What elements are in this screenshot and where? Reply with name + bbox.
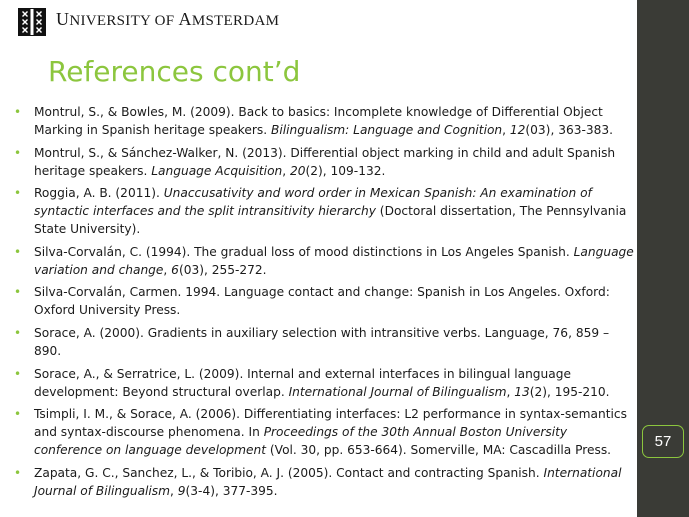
reference-item <box>14 464 638 500</box>
reference-text: Sorace, A. (2000). Gradients in auxiliary selection with intransitive verbs. Language, 76, 859 – 890. <box>34 325 610 358</box>
bullet-icon: • <box>14 407 22 422</box>
reference-text: Silva-Corvalán, C. (1994). The gradual loss of mood distinctions in Los Angeles Spanish. <box>34 244 574 259</box>
reference-item <box>14 184 638 238</box>
bullet-icon: • <box>14 105 22 119</box>
reference-item <box>14 283 638 319</box>
reference-text: (3-4), 377-395. <box>185 483 278 498</box>
reference-text: , <box>163 262 172 277</box>
reference-text: Sorace, A., & Serratrice, L. (2009). Internal and external interfaces in bilingual language development: Beyond structural overlap. <box>34 366 571 399</box>
reference-text: , <box>170 483 178 498</box>
page-number-badge: 57 <box>642 425 684 458</box>
reference-item <box>14 365 638 401</box>
reference-italic-text: International Journal of Bilingualism <box>288 384 507 399</box>
reference-text: Montrul, S., & Sánchez-Walker, N. (2013). Differential object marking in child and adult Spanish heritage speakers. <box>34 145 616 178</box>
bullet-icon: • <box>14 325 22 340</box>
bullet-icon: • <box>14 366 22 381</box>
reference-text: , <box>506 384 515 399</box>
reference-italic-text: Language variation and change <box>34 244 634 277</box>
reference-italic-text: 6 <box>171 262 179 277</box>
reference-text: Silva-Corvalán, Carmen. 1994. Language contact and change: Spanish in Los Angeles. Oxford: Oxford University Press. <box>34 285 610 318</box>
reference-italic-text: 9 <box>177 483 186 498</box>
reference-text: Tsimpli, I. M., & Sorace, A. (2006). Differentiating interfaces: L2 performance in syntax-semantics and syntax-discourse phenomena. In <box>34 407 627 440</box>
reference-item <box>14 324 638 360</box>
reference-italic-text: 20 <box>290 163 306 178</box>
reference-text: Zapata, G. C., Sanchez, L., & Toribio, A. J. (2005). Contact and contracting Spanish. <box>34 465 544 480</box>
reference-italic-text: Proceedings of the 30th Annual Boston University conference on language development <box>34 425 568 458</box>
bullet-icon: • <box>14 186 22 201</box>
reference-text: (2), 109-132. <box>305 163 386 178</box>
university-name: UNIVERSITY OF AMSTERDAM <box>56 9 280 29</box>
reference-text: Montrul, S., & Bowles, M. (2009). Back to basics: Incomplete knowledge of Differential Object Marking in Spanish heritage speakers. <box>34 105 603 137</box>
reference-item <box>14 103 638 139</box>
reference-italic-text: Language Acquisition <box>151 163 283 178</box>
reference-list <box>14 103 638 504</box>
slide-title: References cont’d <box>48 55 301 88</box>
uva-logo-icon <box>18 8 46 36</box>
reference-item <box>14 405 638 459</box>
reference-text: , <box>282 163 291 178</box>
reference-italic-text: Bilingualism: Language and Cognition <box>271 123 503 137</box>
reference-text: (03), 363-383. <box>525 123 613 137</box>
reference-text: (2), 195-210. <box>529 384 610 399</box>
reference-italic-text: 13 <box>514 384 530 399</box>
bullet-icon: • <box>14 465 22 480</box>
bullet-icon: • <box>14 285 22 300</box>
reference-text: , <box>502 123 510 137</box>
reference-italic-text: International Journal of Bilingualism <box>34 465 622 498</box>
reference-italic-text: 12 <box>509 123 526 137</box>
reference-text: Roggia, A. B. (2011). <box>34 186 164 201</box>
reference-text: (03), 255-272. <box>178 262 267 277</box>
reference-item <box>14 243 638 279</box>
reference-text: (Doctoral dissertation, The Pennsylvania State University). <box>34 204 627 237</box>
bullet-icon: • <box>14 244 22 259</box>
reference-text: (Vol. 30, pp. 653-664). Somerville, MA: Cascadilla Press. <box>266 443 612 458</box>
reference-item <box>14 144 638 180</box>
reference-italic-text: Unaccusativity and word order in Mexican Spanish: An examination of syntactic interfaces and the split intransitivity hierarchy <box>34 186 592 219</box>
bullet-icon: • <box>14 145 22 160</box>
